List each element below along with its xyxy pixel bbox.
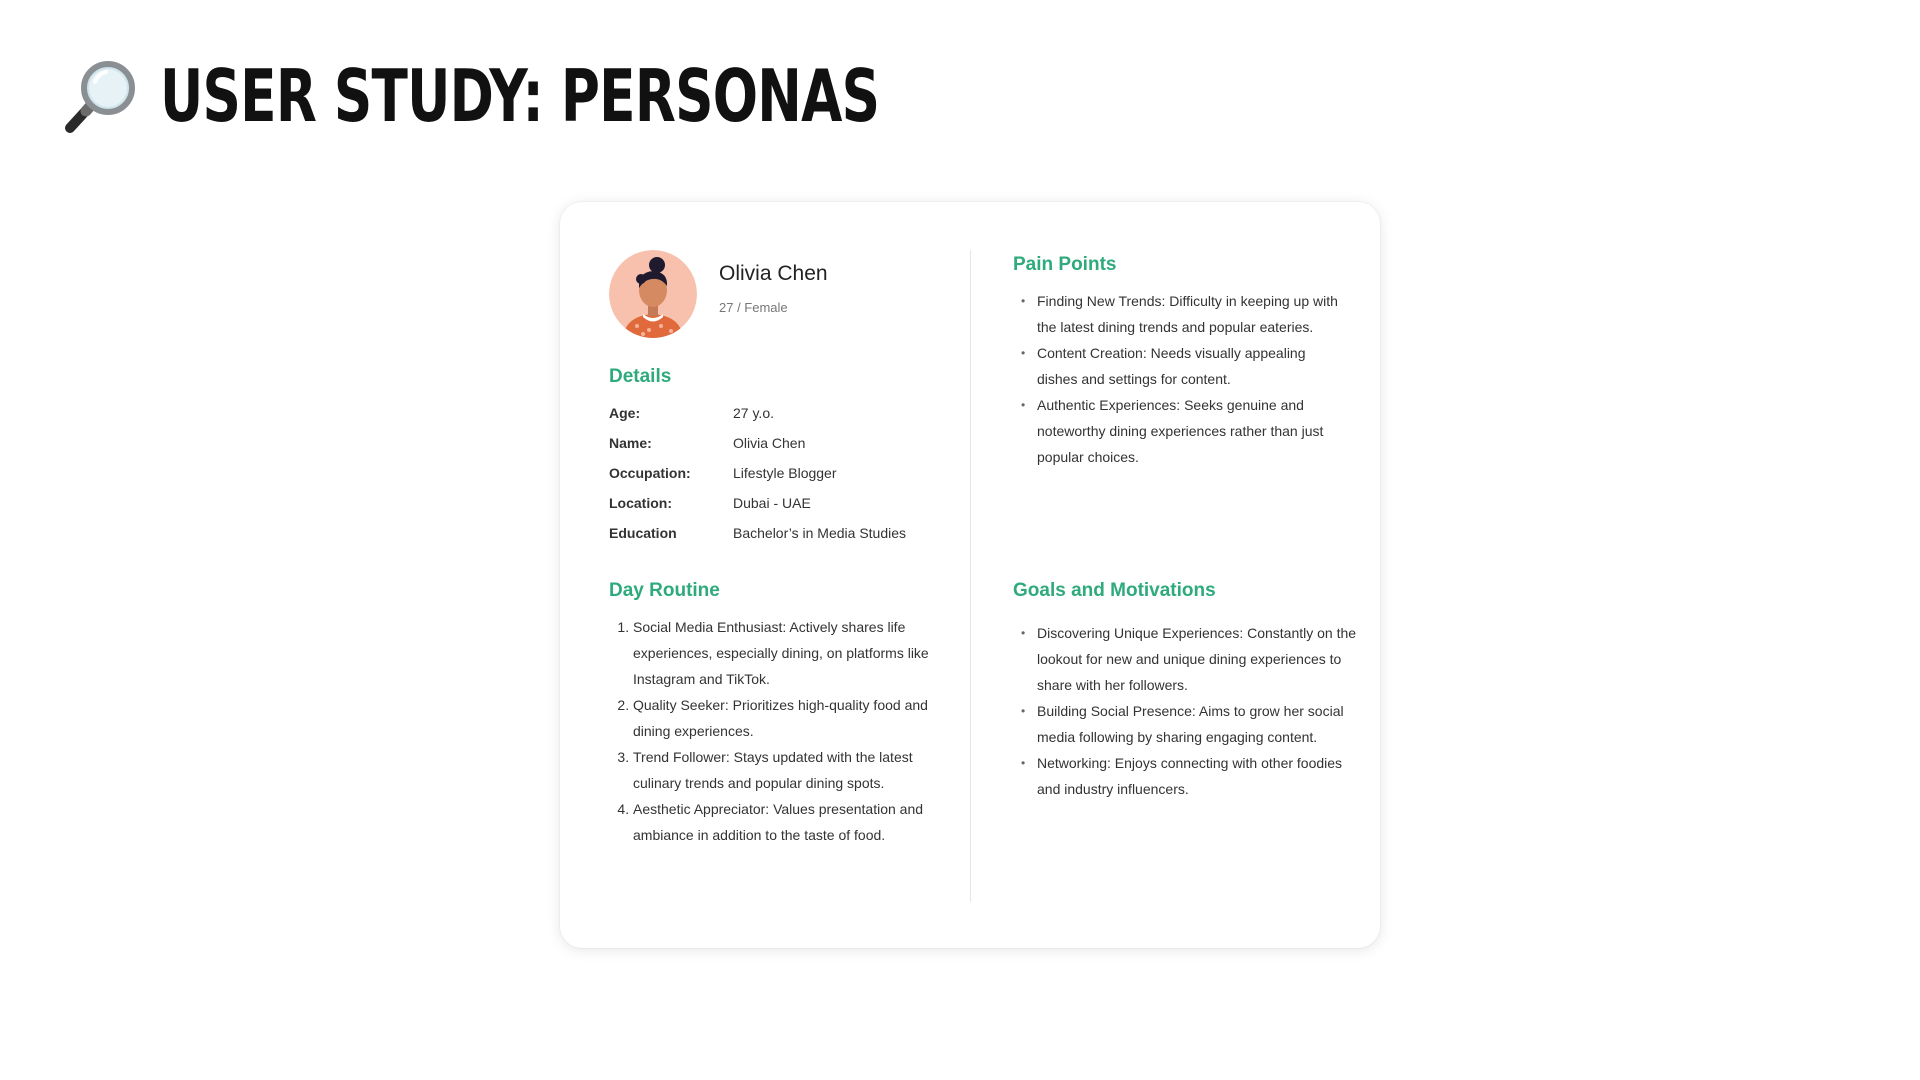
details-value: Dubai - UAE [733, 495, 811, 511]
avatar [609, 250, 697, 338]
list-item: • Building Social Presence: Aims to grow her social media following by sharing engaging content. [1037, 698, 1367, 750]
persona-subtitle: 27 / Female [719, 299, 788, 315]
page-title: USER STUDY: PERSONAS [160, 54, 880, 138]
details-label: Age: [609, 405, 641, 421]
list-item: 3. Trend Follower: Stays updated with the latest culinary trends and popular dining spots. [633, 744, 939, 796]
left-column [609, 250, 939, 848]
day-routine-list [609, 614, 939, 848]
list-item: 2. Quality Seeker: Prioritizes high-quality food and dining experiences. [633, 692, 939, 744]
details-label: Name: [609, 435, 652, 451]
details-row-occupation [609, 458, 939, 488]
details-row-age [609, 398, 939, 428]
details-value: Lifestyle Blogger [733, 465, 837, 481]
details-value: Bachelor’s in Media Studies [733, 525, 907, 541]
details-table [609, 398, 939, 548]
details-label: Occupation: [609, 465, 691, 481]
magnifying-glass-icon [62, 58, 138, 134]
pain-points-list [1013, 288, 1343, 470]
slide-header [62, 54, 1132, 138]
persona-profile [609, 250, 939, 338]
list-item: 1. Social Media Enthusiast: Actively shares life experiences, especially dining, on platforms like Instagram and TikTok. [633, 614, 939, 692]
details-value: 27 y.o. [733, 405, 774, 421]
list-item: • Discovering Unique Experiences: Constantly on the lookout for new and unique dining experiences to share with her followers. [1037, 620, 1367, 698]
persona-card [560, 202, 1380, 948]
list-item: • Content Creation: Needs visually appealing dishes and settings for content. [1037, 340, 1343, 392]
list-item: 4. Aesthetic Appreciator: Values presentation and ambiance in addition to the taste of food. [633, 796, 939, 848]
column-divider [970, 250, 971, 902]
female-avatar-illustration [609, 250, 697, 338]
details-value: Olivia Chen [733, 435, 806, 451]
details-label: Education [609, 525, 677, 541]
details-label: Location: [609, 495, 672, 511]
right-column [1013, 250, 1357, 797]
goals-heading: Goals and Motivations [1013, 580, 1216, 601]
details-row-name [609, 428, 939, 458]
details-row-education [609, 518, 939, 548]
goals-list [1013, 620, 1367, 802]
list-item: • Authentic Experiences: Seeks genuine and noteworthy dining experiences rather than just popular choices. [1037, 392, 1343, 470]
list-item: • Networking: Enjoys connecting with other foodies and industry influencers. [1037, 750, 1367, 802]
day-routine-heading: Day Routine [609, 580, 720, 601]
details-row-location [609, 488, 939, 518]
details-heading: Details [609, 366, 672, 387]
list-item: • Finding New Trends: Difficulty in keeping up with the latest dining trends and popular eateries. [1037, 288, 1343, 340]
pain-points-heading: Pain Points [1013, 254, 1117, 275]
persona-name: Olivia Chen [719, 261, 828, 285]
